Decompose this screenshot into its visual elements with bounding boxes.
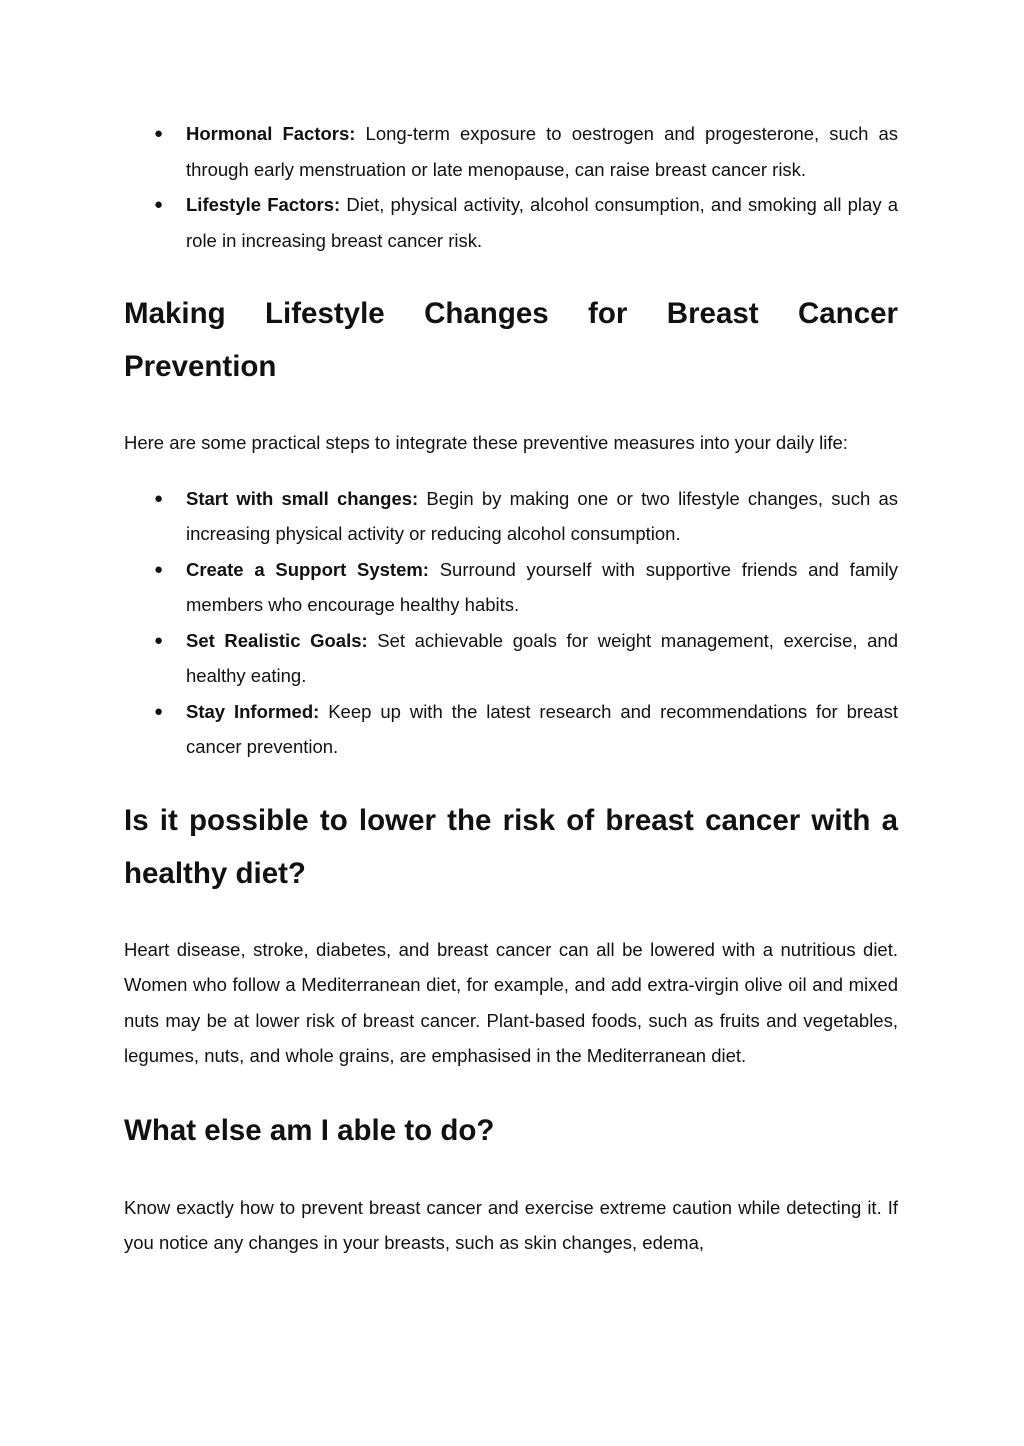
bullet-icon: ● [154,631,164,649]
bullet-icon: ● [154,560,164,578]
bullet-icon: ● [154,489,164,507]
list-item [124,481,898,552]
bullet-icon: ● [154,125,164,142]
risk-factors-list [124,116,898,258]
what-else-paragraph: Know exactly how to prevent breast cancer and exercise extreme caution while detecting it. If you notice any changes in your breasts, such as skin changes, edema, [124,1196,898,1253]
list-item-term: Start with small changes: [186,487,419,509]
list-item-term: Create a Support System: [186,558,429,580]
diet-paragraph: Heart disease, stroke, diabetes, and breast cancer can all be lowered with a nutritious diet. Women who follow a Mediterranean diet, for example, and add extra-virgin olive oil and mixed nuts may be at lower risk of breast cancer. Plant-based foods, such as fruits and vegetables, legumes, nuts, and whole grains, are emphasised in the Mediterranean diet. [124,938,898,1066]
list-item-term: Set Realistic Goals: [186,629,368,651]
list-item [124,694,898,765]
list-item-text: Diet, physical activity, alcohol consumption, and smoking all play a role in increasing breast cancer risk. [186,194,899,251]
lifestyle-steps-list [124,481,898,765]
list-item-text: Begin by making one or two lifestyle changes, such as increasing physical activity or reducing alcohol consumption. [186,487,898,544]
bullet-icon: ● [154,702,164,720]
bullet-icon: ● [154,196,164,213]
list-item [124,552,898,623]
document-page [124,116,898,1261]
list-item [124,116,898,187]
lifestyle-intro-paragraph: Here are some practical steps to integrate these preventive measures into your daily life: [124,432,848,453]
section-heading-lifestyle: Making Lifestyle Changes for Breast Cancer Prevention [124,297,898,383]
section-heading-what-else: What else am I able to do? [124,1113,495,1147]
list-item [124,623,898,694]
list-item-term: Hormonal Factors: [186,123,356,144]
list-item-text: Keep up with the latest research and recommendations for breast cancer prevention. [186,700,898,757]
list-item-term: Lifestyle Factors: [186,194,341,215]
section-heading-diet: Is it possible to lower the risk of breast cancer with a healthy diet? [124,803,898,890]
list-item-term: Stay Informed: [186,700,320,722]
list-item [124,187,898,258]
list-item-text: Surround yourself with supportive friends and family members who encourage healthy habits. [186,558,898,615]
list-item-text: Set achievable goals for weight management, exercise, and healthy eating. [186,629,899,686]
list-item-text: Long-term exposure to oestrogen and progesterone, such as through early menstruation or late menopause, can raise breast cancer risk. [186,123,899,180]
